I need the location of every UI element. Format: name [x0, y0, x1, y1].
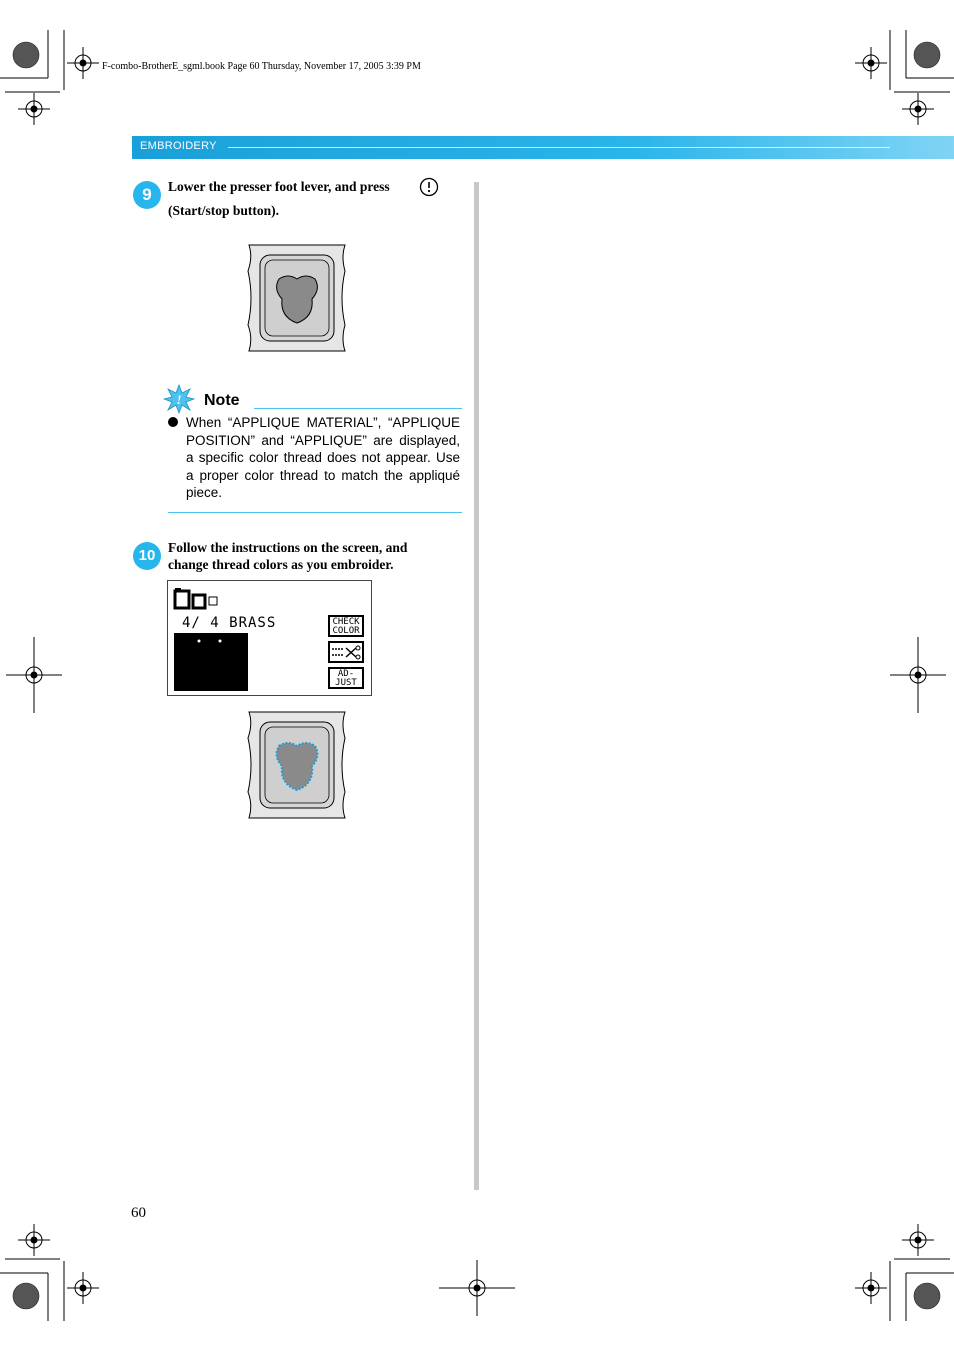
thread-cut-button[interactable] [328, 641, 364, 663]
note-rule-bottom [168, 512, 462, 513]
start-stop-button-icon [419, 177, 439, 197]
step-10-badge: 10 [133, 542, 161, 570]
hoop-illustration-applique [246, 243, 348, 353]
embroidery-foot-icon [173, 587, 223, 613]
adjust-label-2: JUST [335, 678, 357, 688]
adjust-button[interactable] [328, 667, 364, 689]
check-color-button[interactable] [328, 615, 364, 637]
step-10-line2: change thread colors as you embroider. [168, 557, 394, 572]
page-number: 60 [131, 1205, 146, 1221]
step-9-line1: Lower the presser foot lever, and press [168, 179, 390, 194]
note-bullet [168, 417, 178, 427]
lcd-screen [167, 580, 372, 696]
thread-status: 4/ 4 BRASS [182, 615, 277, 631]
step-10-line1: Follow the instructions on the screen, and [168, 540, 408, 555]
note-icon [163, 384, 195, 414]
note-text: When “APPLIQUE MATERIAL”, “APPLIQUE POSITION” and “APPLIQUE” are displayed, a specific color thread does not appear. Use a proper color thread to match the appliqué piece. [186, 415, 460, 500]
section-title: EMBROIDERY [140, 140, 217, 152]
svg-text:!: ! [176, 392, 182, 407]
header-rule [228, 147, 890, 148]
column-divider [474, 182, 479, 1190]
adjust-label-1: AD- [337, 669, 355, 679]
check-color-label-2: COLOR [332, 626, 360, 636]
print-info: F-combo-BrotherE_sgml.book Page 60 Thursday, November 17, 2005 3:39 PM [102, 61, 421, 72]
check-color-label-1: CHECK [332, 617, 360, 627]
step-9-badge: 9 [133, 181, 161, 209]
thread-cut-icon [330, 644, 362, 662]
step-9-line2: (Start/stop button). [168, 203, 280, 218]
note-title: Note [204, 392, 240, 409]
hoop-illustration-stitched [246, 710, 348, 820]
pattern-preview [174, 633, 248, 691]
note-rule-top [254, 408, 462, 409]
